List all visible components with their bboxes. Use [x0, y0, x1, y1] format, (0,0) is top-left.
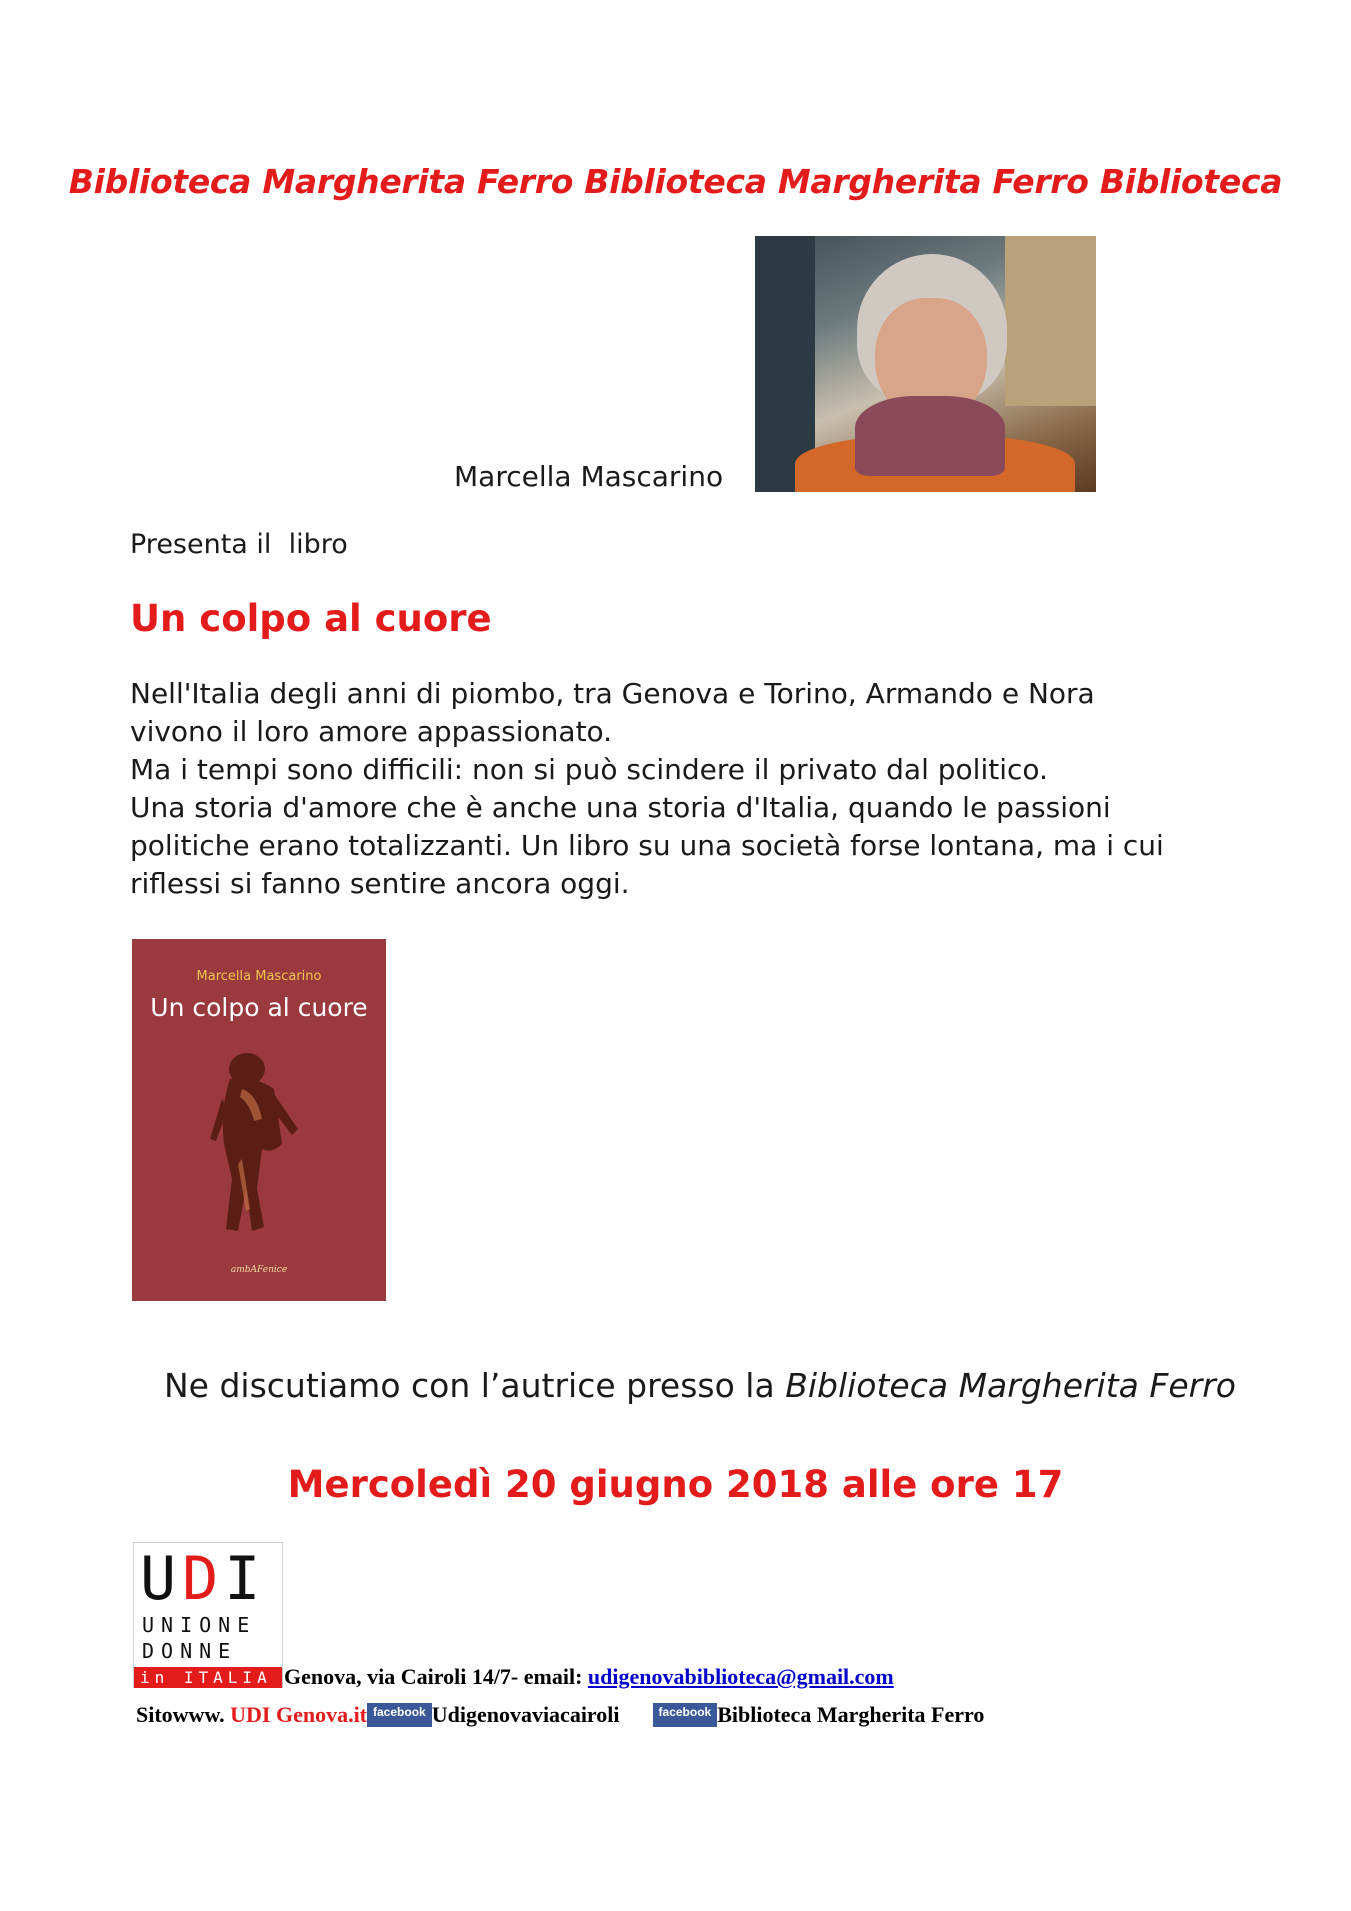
discuss-prefix: Ne discutiamo con l’autrice presso la: [164, 1366, 786, 1405]
cover-author: Marcella Mascarino: [196, 969, 322, 984]
udi-logo-line-2: DONNE: [142, 1639, 238, 1663]
author-photo: [755, 236, 1096, 492]
description-line: Nell'Italia degli anni di piombo, tra Genova e Torino, Armando e Nora: [130, 677, 1095, 710]
discuss-place: Biblioteca Margherita Ferro: [785, 1366, 1236, 1405]
page-header-title: Biblioteca Margherita Ferro Biblioteca Margherita Ferro Biblioteca: [68, 162, 1283, 201]
sito-prefix: Sitowww.: [136, 1702, 231, 1727]
facebook-page-biblioteca[interactable]: Biblioteca Margherita Ferro: [717, 1702, 985, 1727]
book-cover: [132, 939, 386, 1301]
udi-logo-letters: UDI: [140, 1544, 267, 1614]
facebook-page-udi[interactable]: Udigenovaviacairoli: [431, 1702, 620, 1727]
description-line: vivono il loro amore appassionato.: [130, 715, 613, 748]
description-line: riflessi si fanno sentire ancora oggi.: [130, 867, 630, 900]
footer-social: [136, 1702, 984, 1728]
cover-publisher: ambAFenice: [230, 1265, 288, 1275]
address-text: Genova, via Cairoli 14/7- email:: [284, 1664, 588, 1689]
cover-figure-illustration: [202, 1049, 312, 1239]
book-title: Un colpo al cuore: [130, 597, 492, 640]
facebook-icon[interactable]: facebook: [367, 1703, 432, 1727]
book-description: [130, 675, 1260, 903]
cover-title: Un colpo al cuore: [150, 993, 368, 1022]
udi-logo-line-1: UNIONE: [142, 1613, 257, 1637]
event-date: Mercoledì 20 giugno 2018 alle ore 17: [287, 1463, 1064, 1506]
facebook-icon[interactable]: facebook: [653, 1703, 718, 1727]
email-link[interactable]: udigenovabiblioteca@gmail.com: [587, 1664, 894, 1689]
intro-text: Presenta il libro: [130, 529, 348, 560]
description-line: Ma i tempi sono difficili: non si può scindere il privato dal politico.: [130, 753, 1048, 786]
event-location-text: [140, 1360, 1260, 1411]
website-link[interactable]: UDI Genova.it: [230, 1702, 368, 1727]
udi-logo-line-3: in ITALIA: [134, 1667, 282, 1688]
description-line: Una storia d'amore che è anche una storia d'Italia, quando le passioni: [130, 791, 1111, 824]
footer-address: [284, 1664, 894, 1690]
udi-logo: [133, 1542, 283, 1688]
description-line: politiche erano totalizzanti. Un libro su una società forse lontana, ma i cui: [130, 829, 1164, 862]
author-name: Marcella Mascarino: [454, 460, 724, 493]
